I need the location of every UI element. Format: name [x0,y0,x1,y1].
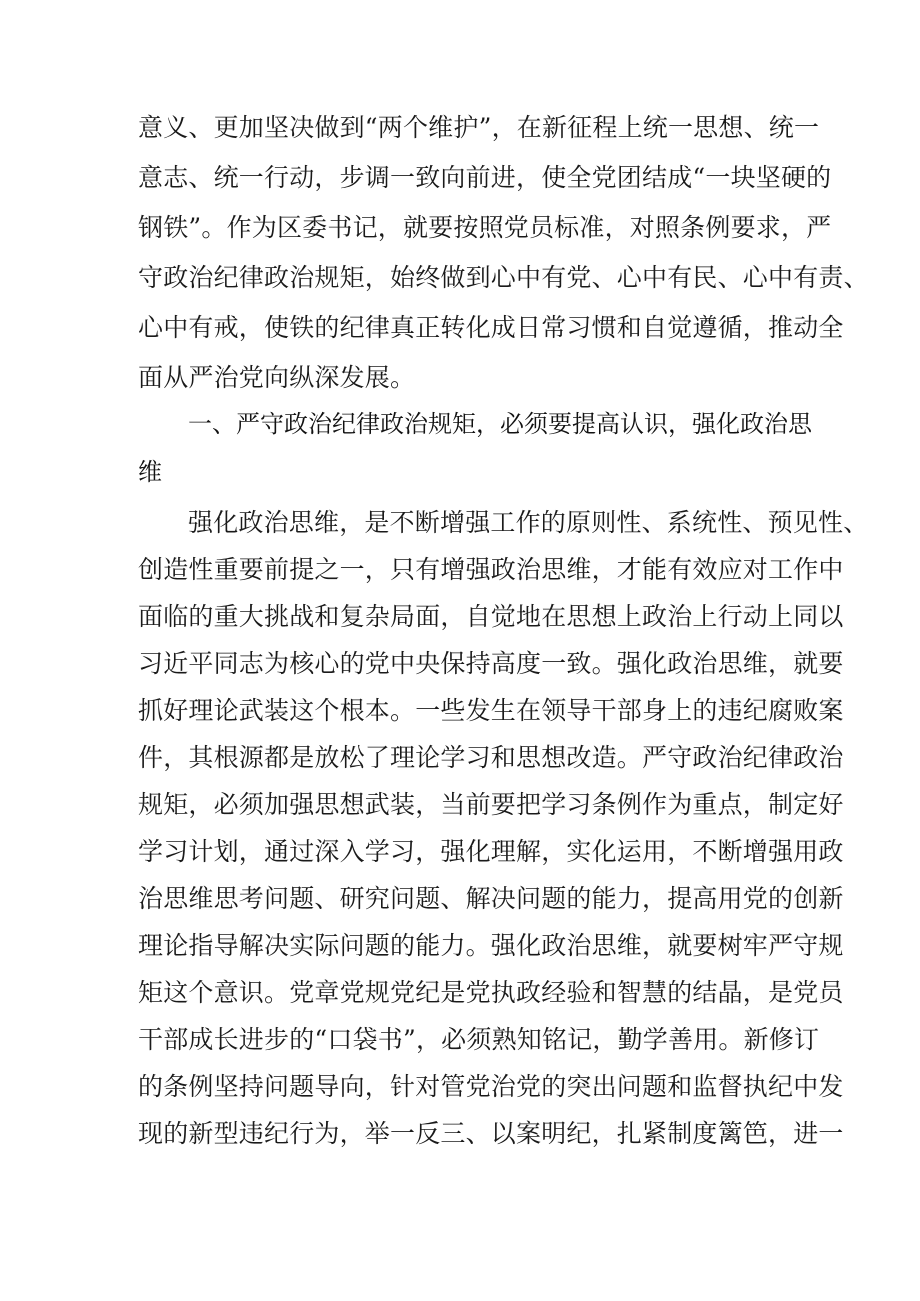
body-line-2: 创造性重要前提之一，只有增强政治思维，才能有效应对工作中 [138,555,844,584]
body-line-14: 现的新型违纪行为，举一反三、以案明纪，扎紧制度篱笆，进一 [138,1119,844,1148]
intro-line-4: 守政治纪律政治规矩，始终做到心中有党、心中有民、心中有责、 [138,263,869,292]
body-line-12: 干部成长进步的“口袋书”，必须熟知铭记，勤学善用。新修订 [138,1025,820,1054]
intro-line-6: 面从严治党向纵深发展。 [138,363,416,392]
body-line-6: 件，其根源都是放松了理论学习和思想改造。严守政治纪律政治 [138,743,844,772]
intro-line-3: 钢铁”。作为区委书记，就要按照党员标准，对照条例要求，严 [138,213,832,242]
body-line-10: 理论指导解决实际问题的能力。强化政治思维，就要树牢严守规 [138,931,844,960]
intro-line-1: 意义、更加坚决做到“两个维护”，在新征程上统一思想、统一 [138,113,820,142]
body-line-1: 强化政治思维，是不断增强工作的原则性、系统性、预见性、 [188,508,869,537]
body-line-8: 学习计划，通过深入学习，强化理解，实化运用，不断增强用政 [138,837,844,866]
body-line-11: 矩这个意识。党章党规党纪是党执政经验和智慧的结晶，是党员 [138,978,844,1007]
intro-line-5: 心中有戒，使铁的纪律真正转化成日常习惯和自觉遵循，推动全 [138,313,844,342]
body-line-5: 抓好理论武装这个根本。一些发生在领导干部身上的违纪腐败案 [138,696,844,725]
intro-line-2: 意志、统一行动，步调一致向前进，使全党团结成“一块坚硬的 [138,163,832,192]
body-line-9: 治思维思考问题、研究问题、解决问题的能力，提高用党的创新 [138,884,844,913]
section-heading-line-2: 维 [138,458,162,486]
section-heading-line-1: 一、严守政治纪律政治规矩，必须要提高认识，强化政治思 [188,410,812,438]
body-line-4: 习近平同志为核心的党中央保持高度一致。强化政治思维，就要 [138,649,844,678]
body-line-7: 规矩，必须加强思想武装，当前要把学习条例作为重点，制定好 [138,790,844,819]
body-line-3: 面临的重大挑战和复杂局面，自觉地在思想上政治上行动上同以 [138,602,844,631]
body-line-13: 的条例坚持问题导向，针对管党治党的突出问题和监督执纪中发 [138,1072,844,1101]
